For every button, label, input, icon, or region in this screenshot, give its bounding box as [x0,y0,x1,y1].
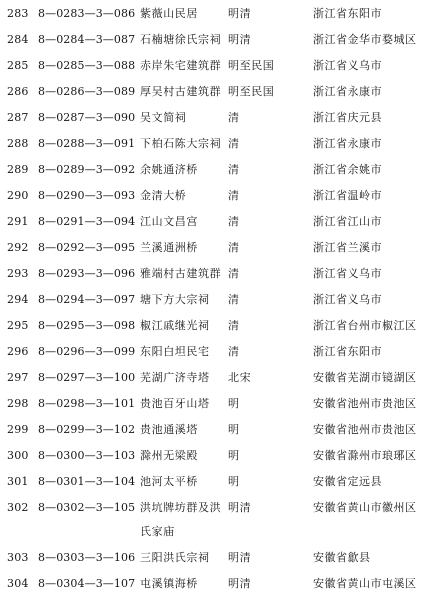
site-code: 8—0293—3—096 [38,267,136,280]
site-code: 8—0284—3—087 [38,33,136,46]
site-era: 明 [228,449,240,462]
site-era: 清 [228,345,240,358]
site-code: 8—0300—3—103 [38,449,136,462]
site-name: 东阳白坦民宅 [140,345,210,358]
site-name: 芜湖广济寺塔 [140,371,210,384]
site-name: 贵池百牙山塔 [140,397,210,410]
site-name: 三阳洪氏宗祠 [140,551,210,564]
site-name: 贵池通溪塔 [140,423,198,436]
site-location: 浙江省金华市婺城区 [313,33,417,46]
site-era: 明 [228,397,240,410]
table-row [7,287,423,313]
site-location: 浙江省义乌市 [313,59,382,72]
table-row [7,313,423,339]
site-location: 浙江省东阳市 [313,7,382,20]
row-number: 285 [7,59,29,72]
table-row [7,443,423,469]
row-number: 286 [7,85,29,98]
site-code: 8—0304—3—107 [38,577,136,590]
site-era: 北宋 [228,371,252,384]
site-location: 浙江省义乌市 [313,293,382,306]
site-location: 浙江省义乌市 [313,267,382,280]
site-era: 明清 [228,577,252,590]
site-location: 安徽省芜湖市镜湖区 [313,371,417,384]
site-location: 安徽省池州市贵池区 [313,423,417,436]
row-number: 290 [7,189,29,202]
site-code: 8—0302—3—105 [38,501,136,514]
site-name: 余姚通济桥 [140,163,198,176]
site-location: 浙江省台州市椒江区 [313,319,417,332]
site-name: 石楠塘徐氏宗祠 [140,33,222,46]
site-code: 8—0285—3—088 [38,59,136,72]
site-era: 清 [228,267,240,280]
row-number: 297 [7,371,29,384]
row-number: 302 [7,501,29,514]
site-code: 8—0288—3—091 [38,137,136,150]
table-row [7,365,423,391]
site-name: 赤岸朱宅建筑群 [140,59,222,72]
site-era: 明 [228,475,240,488]
site-code: 8—0295—3—098 [38,319,136,332]
site-era: 清 [228,189,240,202]
site-era: 明清 [228,501,252,514]
row-number: 296 [7,345,29,358]
site-name: 塘下方大宗祠 [140,293,210,306]
site-location: 安徽省黄山市徽州区 [313,501,417,514]
row-number: 291 [7,215,29,228]
site-name: 兰溪通洲桥 [140,241,198,254]
site-code: 8—0283—3—086 [38,7,136,20]
site-code: 8—0303—3—106 [38,551,136,564]
site-code: 8—0287—3—090 [38,111,136,124]
row-number: 294 [7,293,29,306]
site-era: 清 [228,111,240,124]
site-location: 浙江省东阳市 [313,345,382,358]
table-row [7,339,423,365]
site-location: 安徽省滁州市琅琊区 [313,449,417,462]
table-row [7,183,423,209]
table-row [7,131,423,157]
site-location: 浙江省兰溪市 [313,241,382,254]
site-name: 下柏石陈大宗祠 [140,137,222,150]
site-name: 滁州无梁殿 [140,449,198,462]
table-row [7,417,423,443]
site-era: 清 [228,137,240,150]
site-code: 8—0297—3—100 [38,371,136,384]
site-location: 浙江省余姚市 [313,163,382,176]
site-era: 明清 [228,551,252,564]
site-name: 厚吴村古建筑群 [140,85,222,98]
table-row [7,495,423,545]
site-era: 清 [228,319,240,332]
heritage-table [7,1,423,597]
site-code: 8—0290—3—093 [38,189,136,202]
site-era: 明至民国 [228,59,275,72]
table-row [7,79,423,105]
site-era: 清 [228,293,240,306]
site-name: 雅端村古建筑群 [140,267,222,280]
table-row [7,391,423,417]
row-number: 299 [7,423,29,436]
site-location: 安徽省池州市贵池区 [313,397,417,410]
table-row [7,157,423,183]
site-era: 清 [228,215,240,228]
row-number: 295 [7,319,29,332]
site-era: 明清 [228,33,252,46]
site-name: 金清大桥 [140,189,187,202]
row-number: 301 [7,475,29,488]
table-row [7,105,423,131]
site-location: 安徽省定远县 [313,475,382,488]
site-location: 浙江省庆元县 [313,111,382,124]
row-number: 289 [7,163,29,176]
row-number: 292 [7,241,29,254]
site-location: 安徽省歙县 [313,551,371,564]
row-number: 298 [7,397,29,410]
site-code: 8—0291—3—094 [38,215,136,228]
site-name: 江山文昌宫 [140,215,198,228]
site-location: 浙江省温岭市 [313,189,382,202]
table-row [7,53,423,79]
site-location: 浙江省永康市 [313,137,382,150]
site-name: 池河太平桥 [140,475,198,488]
table-row [7,209,423,235]
site-location: 浙江省永康市 [313,85,382,98]
site-code: 8—0296—3—099 [38,345,136,358]
table-row [7,545,423,571]
site-name: 屯溪镇海桥 [140,577,198,590]
table-row [7,571,423,597]
heritage-site-list [0,1,423,600]
site-location: 浙江省江山市 [313,215,382,228]
site-code: 8—0301—3—104 [38,475,136,488]
site-location: 安徽省黄山市屯溪区 [313,577,417,590]
site-name: 紫薇山民居 [140,7,198,20]
site-name: 椒江戚继光祠 [140,319,210,332]
table-row [7,1,423,27]
row-number: 287 [7,111,29,124]
site-code: 8—0289—3—092 [38,163,136,176]
site-code: 8—0299—3—102 [38,423,136,436]
site-era: 明至民国 [228,85,275,98]
row-number: 293 [7,267,29,280]
site-era: 明清 [228,7,252,20]
site-code: 8—0298—3—101 [38,397,136,410]
table-row [7,27,423,53]
table-row [7,261,423,287]
site-era: 明 [228,423,240,436]
row-number: 283 [7,7,29,20]
site-code: 8—0286—3—089 [38,85,136,98]
row-number: 288 [7,137,29,150]
table-row [7,469,423,495]
row-number: 284 [7,33,29,46]
site-name: 洪坑牌坊群及洪氏家庙 [140,501,222,538]
table-row [7,235,423,261]
row-number: 303 [7,551,29,564]
row-number: 300 [7,449,29,462]
site-code: 8—0294—3—097 [38,293,136,306]
site-era: 清 [228,241,240,254]
site-code: 8—0292—3—095 [38,241,136,254]
site-name: 吴文简祠 [140,111,187,124]
row-number: 304 [7,577,29,590]
site-era: 清 [228,163,240,176]
